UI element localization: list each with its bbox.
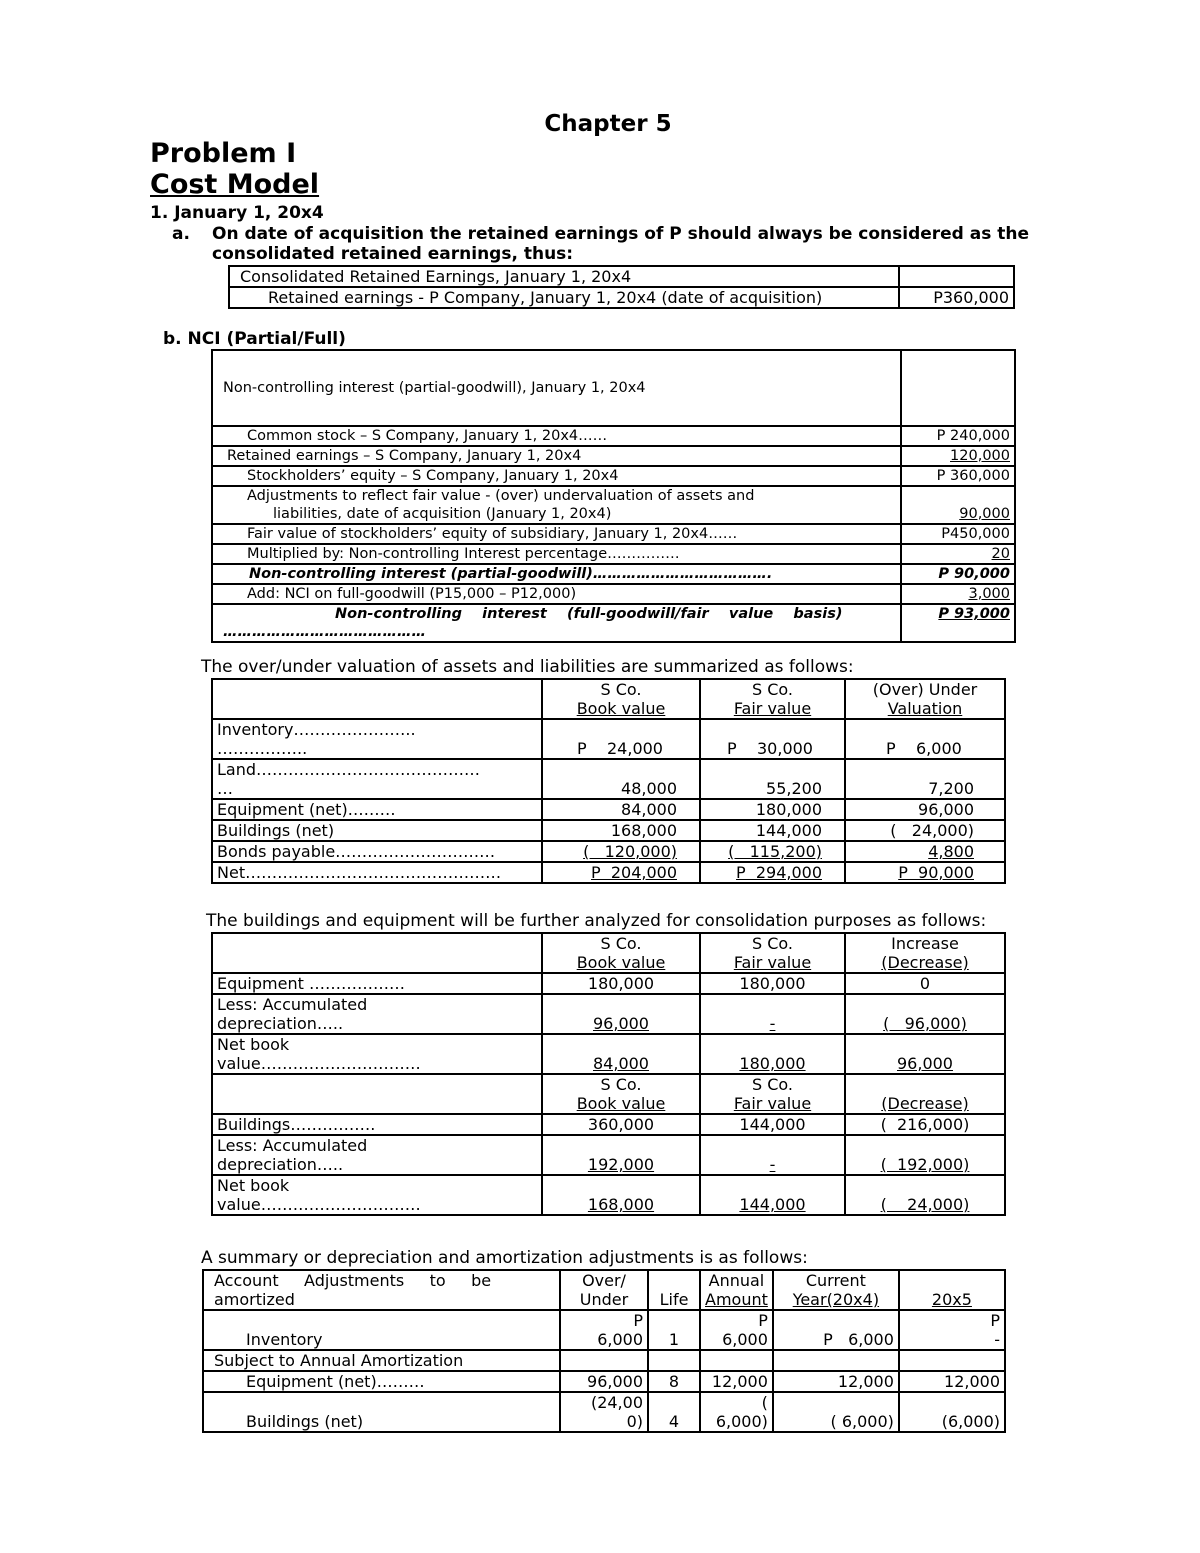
- row-label: Buildings (net): [212, 820, 542, 841]
- book-value: P 204,000: [542, 862, 700, 883]
- row-label: Equipment (net)………: [212, 799, 542, 820]
- bldg-header-diff: [845, 1074, 1005, 1114]
- header-line: Fair value: [733, 1094, 812, 1113]
- book-value: 192,000: [542, 1135, 700, 1175]
- table-row: [203, 1371, 1005, 1392]
- table-row: [203, 1310, 1005, 1350]
- row-label: [212, 1034, 542, 1074]
- problem-title: Problem I: [150, 138, 297, 169]
- table-row: [212, 820, 1005, 841]
- nci-row-stockholders-equity: Stockholders’ equity – S Company, January 1, 20x4: [212, 466, 901, 486]
- table-row: [212, 799, 1005, 820]
- buildings-table: [211, 932, 1006, 1216]
- nci-row-partial-goodwill: Non-controlling interest (partial-goodwill)……………………………….: [212, 564, 901, 584]
- value-line: -: [994, 1330, 1000, 1349]
- nci-value-full-goodwill: P 93,000: [901, 604, 1015, 642]
- diff-value: ( 192,000): [845, 1135, 1005, 1175]
- item-a-text: On date of acquisition the retained earnings of P should always be considered as the consolidated retained earnings, thus:: [212, 224, 1030, 264]
- table-row: [203, 1392, 1005, 1432]
- cre-row2-value: P360,000: [899, 287, 1014, 308]
- summary-header-life: Life: [648, 1270, 700, 1310]
- row-label: Bonds payable…………………………: [212, 841, 542, 862]
- summary-table: [202, 1269, 1006, 1433]
- overunder-table: [211, 678, 1006, 884]
- book-value: 48,000: [542, 759, 700, 799]
- nci-adjustments-line2: liabilities, date of acquisition (January 1, 20x4): [273, 506, 612, 522]
- header-line: S Co.: [751, 680, 793, 699]
- book-value: P 24,000: [542, 719, 700, 759]
- nci-table: [211, 349, 1016, 643]
- chapter-title: Chapter 5: [544, 111, 672, 137]
- nci-value-fair-value: P450,000: [901, 524, 1015, 544]
- diff-value: 0: [845, 973, 1005, 994]
- value-line: 6,000: [722, 1330, 768, 1349]
- model-title: Cost Model: [150, 169, 320, 200]
- summary-header-current: [773, 1270, 899, 1310]
- diff-value: ( 216,000): [845, 1114, 1005, 1135]
- label-line: …: [217, 779, 233, 798]
- equip-header-book: [542, 933, 700, 973]
- header-line: Over/: [582, 1271, 626, 1290]
- header-line: Fair value: [733, 699, 812, 718]
- header-line: amortized: [214, 1290, 295, 1309]
- table-row: [212, 994, 1005, 1034]
- header-line: Under: [579, 1290, 629, 1309]
- equip-header-diff: [845, 933, 1005, 973]
- value-line: P: [990, 1311, 1000, 1330]
- label-line: Land……………………………………: [217, 760, 481, 779]
- header-line: Increase: [891, 934, 959, 953]
- header-line: S Co.: [600, 1075, 642, 1094]
- diff-value: ( 96,000): [845, 994, 1005, 1034]
- diff-value: 96,000: [845, 1034, 1005, 1074]
- header-line: [850, 1075, 1000, 1094]
- label-line: Less: Accumulated: [217, 995, 368, 1014]
- diff-value: 96,000: [845, 799, 1005, 820]
- header-line: Year(20x4): [792, 1290, 880, 1309]
- nci-row-add-full-goodwill: Add: NCI on full-goodwill (P15,000 – P12,000): [212, 584, 901, 604]
- row-label: Inventory: [203, 1310, 560, 1350]
- diff-value: 7,200: [845, 759, 1005, 799]
- table-row: [212, 1034, 1005, 1074]
- current-value: 12,000: [773, 1371, 899, 1392]
- overunder-header-book: [542, 679, 700, 719]
- header-line: Book value: [576, 953, 666, 972]
- next-value: (6,000): [899, 1392, 1005, 1432]
- nci-value-partial-goodwill: P 90,000: [901, 564, 1015, 584]
- diff-value: ( 24,000): [845, 820, 1005, 841]
- book-value: 168,000: [542, 820, 700, 841]
- over-value: 96,000: [560, 1371, 648, 1392]
- annual-value: ( 6,000): [700, 1392, 773, 1432]
- fair-value: 55,200: [700, 759, 845, 799]
- header-line: Fair value: [733, 953, 812, 972]
- header-line: Valuation: [887, 699, 963, 718]
- nci-value-retained-earnings: 120,000: [901, 446, 1015, 466]
- label-line: Less: Accumulated: [217, 1136, 368, 1155]
- row-label: [212, 719, 542, 759]
- cre-table: [228, 265, 1015, 309]
- over-value: [560, 1392, 648, 1432]
- book-value: ( 120,000): [542, 841, 700, 862]
- book-value: 84,000: [542, 1034, 700, 1074]
- next-value: [899, 1310, 1005, 1350]
- header-line: Account Adjustments to be: [214, 1271, 492, 1290]
- nci-row-retained-earnings: Retained earnings – S Company, January 1, 20x4: [212, 446, 901, 466]
- header-line: Amount: [705, 1290, 768, 1309]
- value-line: P: [633, 1311, 643, 1330]
- value-line: 6,000: [597, 1330, 643, 1349]
- value-line: 0): [626, 1412, 643, 1431]
- header-line: Book value: [576, 699, 666, 718]
- bldg-header-book: [542, 1074, 700, 1114]
- book-value: 360,000: [542, 1114, 700, 1135]
- item-b-heading: b. NCI (Partial/Full): [163, 329, 346, 349]
- value-line: P: [758, 1311, 768, 1330]
- diff-value: P 90,000: [845, 862, 1005, 883]
- life-value: 4: [648, 1392, 700, 1432]
- equip-header-fair: [700, 933, 845, 973]
- summary-header-annual: [700, 1270, 773, 1310]
- fair-value: 180,000: [700, 1034, 845, 1074]
- over-value: [560, 1310, 648, 1350]
- nci-adjustments-line1: Adjustments to reflect fair value - (over) undervaluation of assets and: [247, 488, 755, 504]
- fair-value: -: [700, 994, 845, 1034]
- nci-header: Non-controlling interest (partial-goodwill), January 1, 20x4: [212, 350, 901, 426]
- nci-row-multiplied: Multiplied by: Non-controlling Interest percentage……………: [212, 544, 901, 564]
- label-line: ……………..: [217, 739, 308, 758]
- header-line: (Over) Under: [872, 680, 978, 699]
- fair-value: ( 115,200): [700, 841, 845, 862]
- row-label: Buildings…………….: [212, 1114, 542, 1135]
- label-line: depreciation…..: [217, 1155, 344, 1174]
- header-line: S Co.: [751, 1075, 793, 1094]
- item-1-heading: 1. January 1, 20x4: [150, 203, 324, 223]
- table-row: [212, 719, 1005, 759]
- bldg-header-fair: [700, 1074, 845, 1114]
- nci-row-full-goodwill: [212, 604, 901, 642]
- label-line: value…………………………: [217, 1195, 421, 1214]
- table-row: [212, 973, 1005, 994]
- fair-value: 144,000: [700, 1175, 845, 1215]
- summary-intro: A summary or depreciation and amortization adjustments is as follows:: [201, 1248, 808, 1268]
- label-line: depreciation…..: [217, 1014, 344, 1033]
- row-label: [212, 1175, 542, 1215]
- buildings-intro: The buildings and equipment will be further analyzed for consolidation purposes as follows:: [206, 911, 987, 931]
- row-label: [212, 994, 542, 1034]
- fair-value: -: [700, 1135, 845, 1175]
- nci-full-goodwill-line2: ……………………………………: [223, 624, 426, 640]
- table-row: [212, 862, 1005, 883]
- item-a-label: a.: [172, 224, 190, 244]
- nci-value-add-full-goodwill: 3,000: [901, 584, 1015, 604]
- diff-value: ( 24,000): [845, 1175, 1005, 1215]
- row-label: [212, 1135, 542, 1175]
- nci-row-fair-value: Fair value of stockholders’ equity of subsidiary, January 1, 20x4……: [212, 524, 901, 544]
- summary-header-over: [560, 1270, 648, 1310]
- label-line: value…………………………: [217, 1054, 421, 1073]
- annual-value: [700, 1310, 773, 1350]
- life-value: 8: [648, 1371, 700, 1392]
- header-line: (Decrease): [881, 953, 969, 972]
- row-label: Subject to Annual Amortization: [203, 1350, 560, 1371]
- cre-row2-label: Retained earnings - P Company, January 1, 20x4 (date of acquisition): [229, 287, 899, 308]
- table-row: [203, 1350, 1005, 1371]
- fair-value: 144,000: [700, 820, 845, 841]
- row-label: Net…………………………………………: [212, 862, 542, 883]
- fair-value: P 30,000: [700, 719, 845, 759]
- book-value: 96,000: [542, 994, 700, 1034]
- table-row: [212, 841, 1005, 862]
- cre-row1-label: Consolidated Retained Earnings, January 1, 20x4: [229, 266, 899, 287]
- current-value: P 6,000: [773, 1310, 899, 1350]
- row-label: Buildings (net): [203, 1392, 560, 1432]
- diff-value: 4,800: [845, 841, 1005, 862]
- overunder-header-diff: [845, 679, 1005, 719]
- table-row: [212, 1135, 1005, 1175]
- table-row: [212, 759, 1005, 799]
- next-value: 12,000: [899, 1371, 1005, 1392]
- nci-value-stockholders-equity: P 360,000: [901, 466, 1015, 486]
- fair-value: 180,000: [700, 799, 845, 820]
- diff-value: P 6,000: [845, 719, 1005, 759]
- row-label: [212, 759, 542, 799]
- current-value: ( 6,000): [773, 1392, 899, 1432]
- nci-value-common-stock: P 240,000: [901, 426, 1015, 446]
- overunder-intro: The over/under valuation of assets and liabilities are summarized as follows:: [201, 657, 854, 677]
- table-row: [212, 1114, 1005, 1135]
- life-value: 1: [648, 1310, 700, 1350]
- fair-value: 144,000: [700, 1114, 845, 1135]
- cre-row1-value: [899, 266, 1014, 287]
- header-line: Annual: [708, 1271, 765, 1290]
- book-value: 84,000: [542, 799, 700, 820]
- value-line: (24,00: [590, 1393, 643, 1412]
- annual-value: 12,000: [700, 1371, 773, 1392]
- label-line: Net book: [217, 1176, 290, 1195]
- nci-full-goodwill-line1: Non-controlling interest (full-goodwill/fair value basis): [335, 606, 843, 622]
- header-line: (Decrease): [881, 1094, 969, 1113]
- header-line: Current: [805, 1271, 866, 1290]
- row-label: Equipment ………………: [212, 973, 542, 994]
- header-line: S Co.: [600, 934, 642, 953]
- table-row: [212, 1175, 1005, 1215]
- nci-row-common-stock: Common stock – S Company, January 1, 20x4……: [212, 426, 901, 446]
- header-line: Book value: [576, 1094, 666, 1113]
- header-line: S Co.: [600, 680, 642, 699]
- summary-header-next: 20x5: [899, 1270, 1005, 1310]
- label-line: Inventory…………………..: [217, 720, 416, 739]
- label-line: Net book: [217, 1035, 290, 1054]
- nci-value-adjustments: 90,000: [901, 486, 1015, 524]
- book-value: 168,000: [542, 1175, 700, 1215]
- fair-value: P 294,000: [700, 862, 845, 883]
- fair-value: 180,000: [700, 973, 845, 994]
- overunder-header-fair: [700, 679, 845, 719]
- nci-value-percentage: 20: [901, 544, 1015, 564]
- row-label: Equipment (net)………: [203, 1371, 560, 1392]
- summary-header-account: [203, 1270, 560, 1310]
- book-value: 180,000: [542, 973, 700, 994]
- header-line: S Co.: [751, 934, 793, 953]
- nci-row-adjustments: [212, 486, 901, 524]
